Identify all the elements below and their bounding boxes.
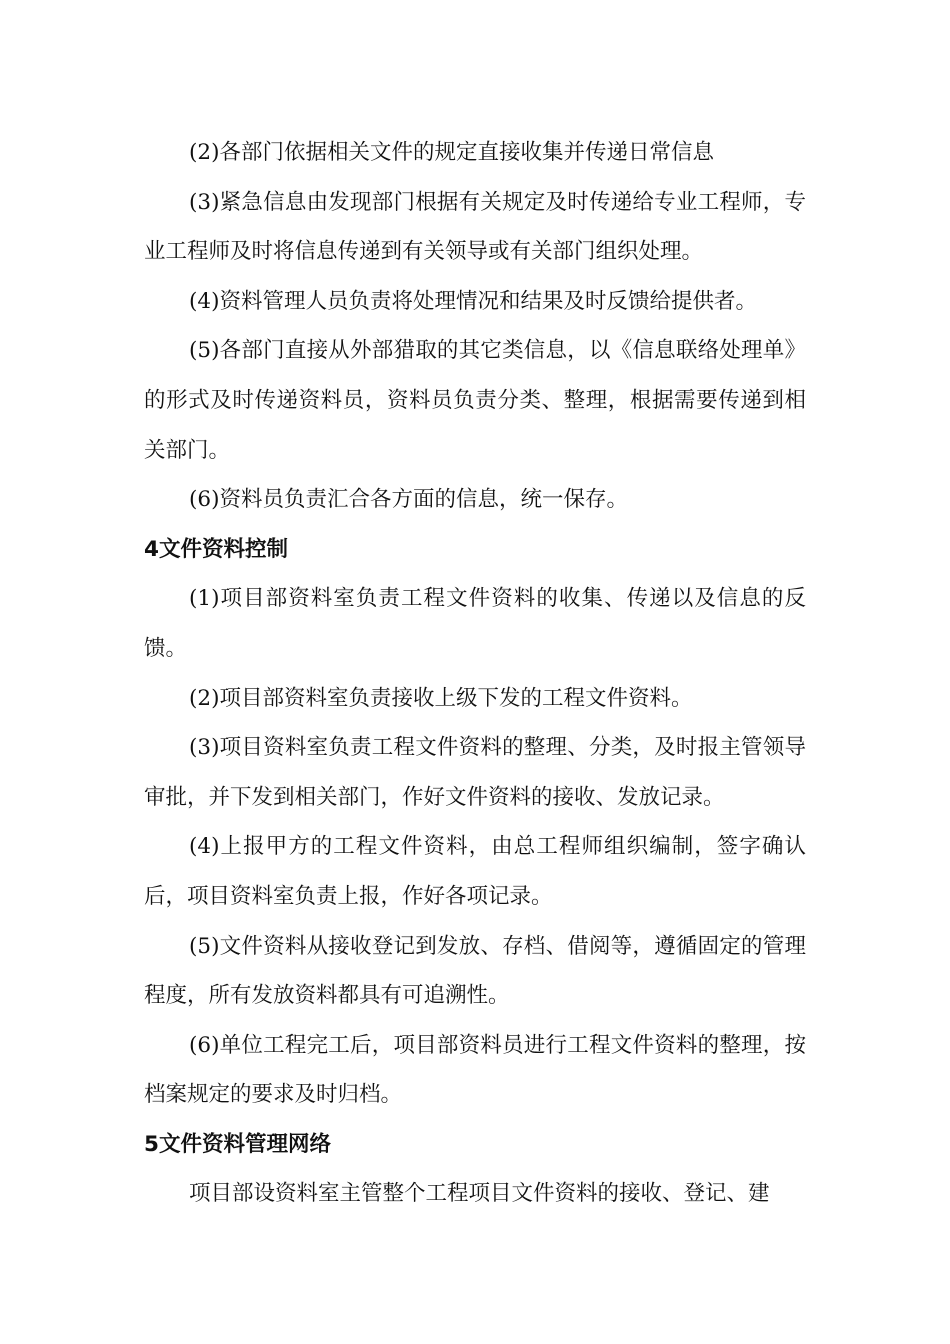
- paragraph-doc-control-1: (1)项目部资料室负责工程文件资料的收集、传递以及信息的反馈。: [144, 586, 806, 661]
- section-heading-4: 4文件资料控制: [144, 536, 288, 562]
- paragraph-doc-control-4: (4)上报甲方的工程文件资料，由总工程师组织编制，签字确认后，项目资料室负责上报，作好各项记录。: [144, 834, 806, 909]
- paragraph-info-5: (5)各部门直接从外部猎取的其它类信息，以《信息联络处理单》的形式及时传递资料员，资料员负责分类、整理，根据需要传递到相关部门。: [144, 338, 806, 463]
- paragraph-info-2: (2)各部门依据相关文件的规定直接收集并传递日常信息: [189, 140, 714, 165]
- paragraph-doc-control-2: (2)项目部资料室负责接收上级下发的工程文件资料。: [189, 685, 693, 711]
- paragraph-info-3: (3)紧急信息由发现部门根据有关规定及时传递给专业工程师，专业工程师及时将信息传递到有关领导或有关部门组织处理。: [144, 189, 806, 265]
- paragraph-doc-control-5: (5)文件资料从接收登记到发放、存档、借阅等，遵循固定的管理程度，所有发放资料都具有可追溯性。: [144, 933, 806, 1009]
- paragraph-info-4: (4)资料管理人员负责将处理情况和结果及时反馈给提供者。: [189, 288, 757, 314]
- paragraph-network-intro: 项目部设资料室主管整个工程项目文件资料的接收、登记、建: [189, 1181, 770, 1207]
- paragraph-doc-control-3: (3)项目资料室负责工程文件资料的整理、分类，及时报主管领导审批，并下发到相关部门，作好文件资料的接收、发放记录。: [144, 735, 806, 810]
- paragraph-info-6: (6)资料员负责汇合各方面的信息，统一保存。: [189, 487, 628, 513]
- paragraph-doc-control-6: (6)单位工程完工后，项目部资料员进行工程文件资料的整理，按档案规定的要求及时归档。: [144, 1032, 806, 1108]
- document-body: [144, 128, 806, 1219]
- section-heading-5: 5文件资料管理网络: [144, 1131, 331, 1157]
